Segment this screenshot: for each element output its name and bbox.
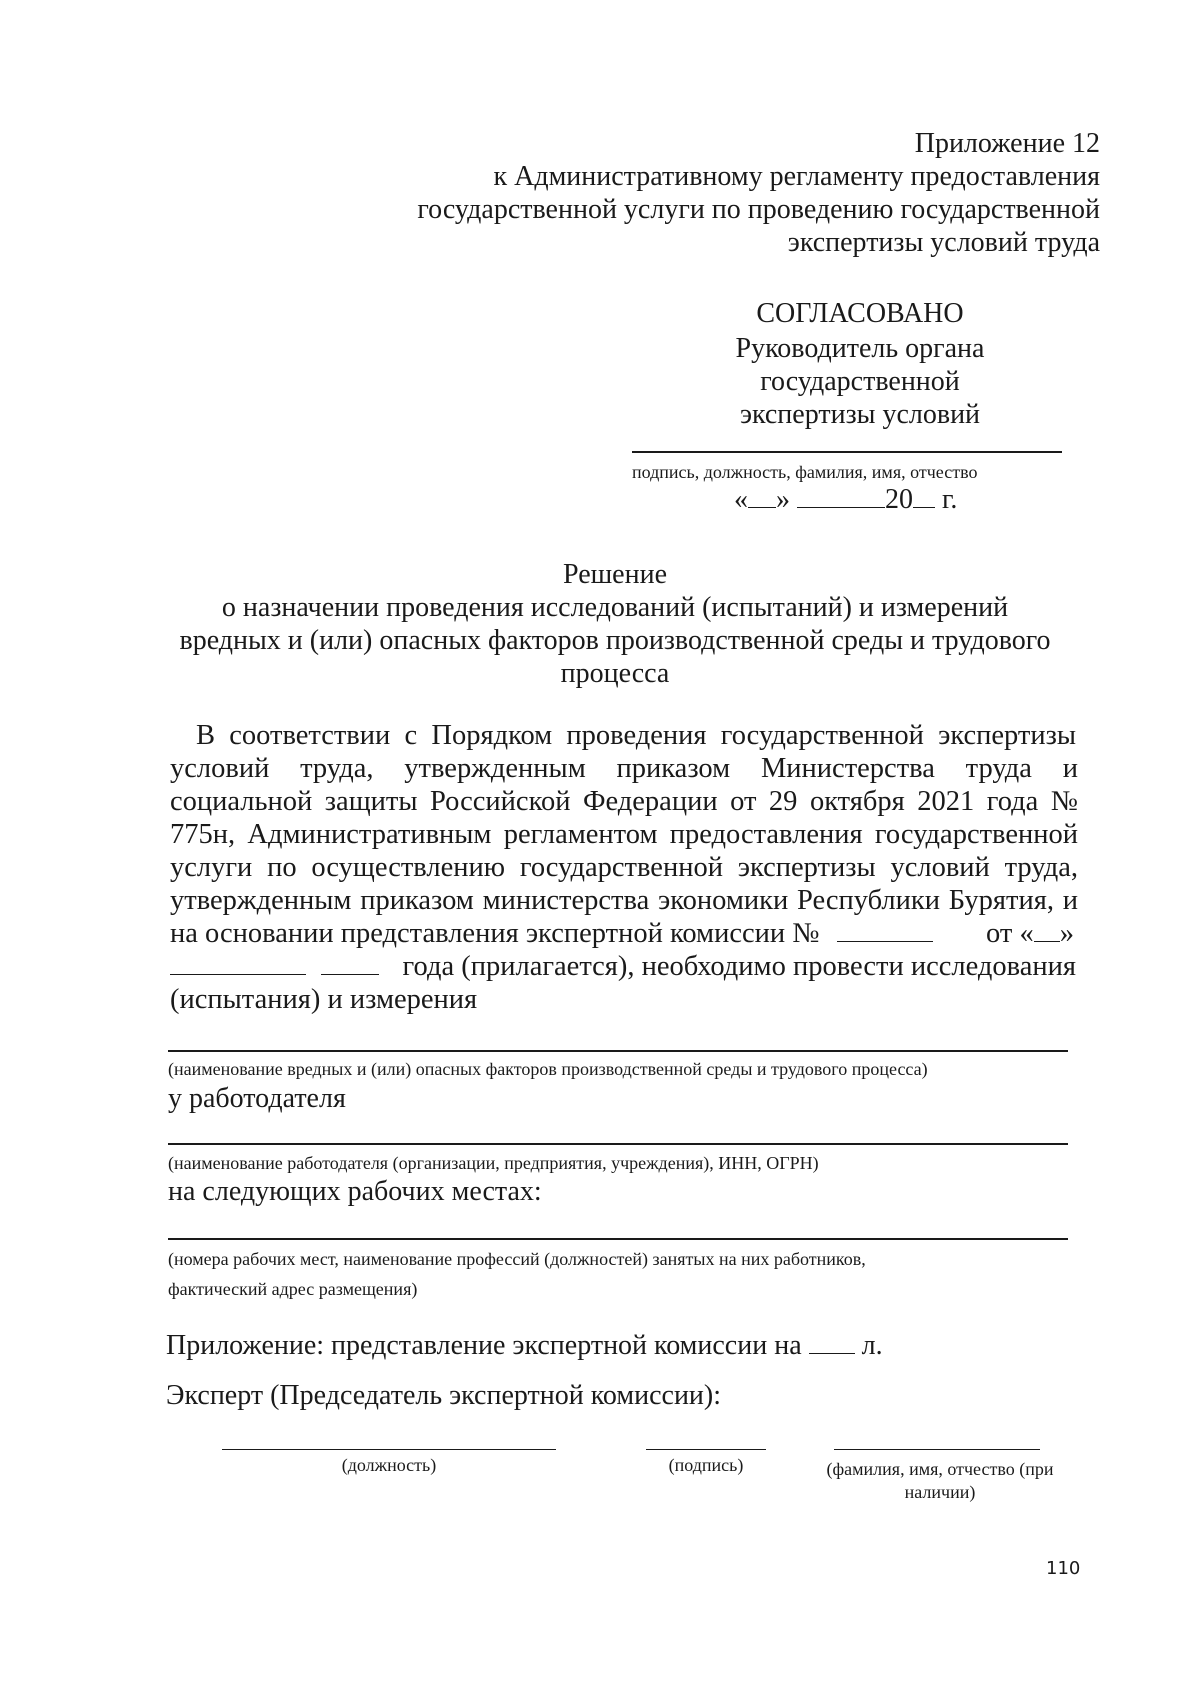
approval-signature-caption: подпись, должность, фамилия, имя, отчество <box>632 462 978 482</box>
body-line-2: условий труда, утвержденным приказом Министерства труда и <box>170 753 1078 784</box>
body-line-8-text: года (прилагается), необходимо провести исследования <box>402 951 1076 982</box>
approval-line-3: экспертизы условий <box>739 399 981 430</box>
body-line-9: (испытания) и измерения <box>170 984 478 1015</box>
approval-title: СОГЛАСОВАНО <box>756 298 964 329</box>
approval-line-1: Руководитель органа <box>735 333 985 364</box>
expert-signature-caption: (подпись) <box>668 1455 744 1475</box>
commission-close-quote: » <box>1059 918 1074 949</box>
commission-text: на основании представления экспертной комиссии № <box>170 918 820 949</box>
date-day-blank <box>748 485 776 508</box>
attachment-pages-blank <box>809 1331 855 1354</box>
expert-position-line <box>222 1449 556 1450</box>
commission-month-blank <box>170 952 306 975</box>
attachment-text: Приложение: представление экспертной комиссии на <box>166 1330 802 1361</box>
attachment-suffix: л. <box>861 1330 883 1361</box>
factors-caption: (наименование вредных и (или) опасных факторов производственной среды и трудового процесса) <box>168 1059 928 1079</box>
date-suffix: г. <box>942 484 958 515</box>
decision-subtitle-1: о назначении проведения исследований (испытаний) и измерений <box>221 592 1009 623</box>
expert-name-line <box>834 1449 1040 1450</box>
employer-field-line <box>168 1143 1068 1145</box>
attachment-line <box>166 1330 883 1362</box>
workplaces-label: на следующих рабочих местах: <box>168 1176 542 1207</box>
decision-title: Решение <box>562 559 667 590</box>
body-line-1: В соответствии с Порядком проведения государственной экспертизы <box>196 720 1076 751</box>
decision-subtitle-2: вредных и (или) опасных факторов производственной среды и трудового <box>179 625 1051 656</box>
body-line-5: услуги по осуществлению государственной экспертизы условий труда, <box>170 852 1078 883</box>
body-line-4: 775н, Административным регламентом предоставления государственной <box>170 819 1078 850</box>
approval-line-2: государственной <box>760 366 960 397</box>
page-number: 110 <box>1046 1558 1081 1579</box>
expert-position-caption: (должность) <box>341 1455 437 1475</box>
employer-label: у работодателя <box>168 1083 346 1114</box>
expert-label: Эксперт (Председатель экспертной комиссии): <box>166 1380 722 1411</box>
employer-caption: (наименование работодателя (организации, предприятия, учреждения), ИНН, ОГРН) <box>168 1153 819 1173</box>
date-open-quote: « <box>734 484 748 515</box>
appendix-line-3: государственной услуги по проведению государственной <box>417 194 1100 225</box>
date-year-prefix: 20 <box>885 484 913 515</box>
approval-date <box>734 484 957 516</box>
decision-subtitle-3: процесса <box>560 658 670 689</box>
expert-signature-line <box>646 1449 766 1450</box>
body-line-3: социальной защиты Российской Федерации от 29 октября 2021 года № <box>170 786 1078 817</box>
appendix-line-1: Приложение 12 <box>914 128 1100 159</box>
workplaces-field-line <box>168 1238 1068 1240</box>
approval-signature-line <box>632 451 1062 453</box>
commission-from: от « <box>986 918 1034 949</box>
body-line-8 <box>170 951 1078 983</box>
expert-name-caption-2: наличии) <box>904 1482 976 1502</box>
commission-day-blank <box>1034 919 1060 942</box>
date-year-blank <box>913 485 935 508</box>
date-close-quote: » <box>776 484 790 515</box>
body-line-6: утвержденным приказом министерства экономики Республики Бурятия, и <box>170 885 1078 916</box>
appendix-line-2: к Административному регламенту предоставления <box>493 161 1100 192</box>
expert-name-caption-1: (фамилия, имя, отчество (при <box>826 1459 1054 1479</box>
commission-year-blank <box>321 952 379 975</box>
commission-number-blank <box>837 919 933 942</box>
factors-field-line <box>168 1050 1068 1052</box>
body-line-7 <box>170 918 1078 950</box>
workplaces-caption-2: фактический адрес размещения) <box>168 1279 418 1299</box>
date-month-blank <box>797 485 885 508</box>
appendix-line-4: экспертизы условий труда <box>787 227 1100 258</box>
workplaces-caption-1: (номера рабочих мест, наименование профессий (должностей) занятых на них работников, <box>168 1249 866 1269</box>
